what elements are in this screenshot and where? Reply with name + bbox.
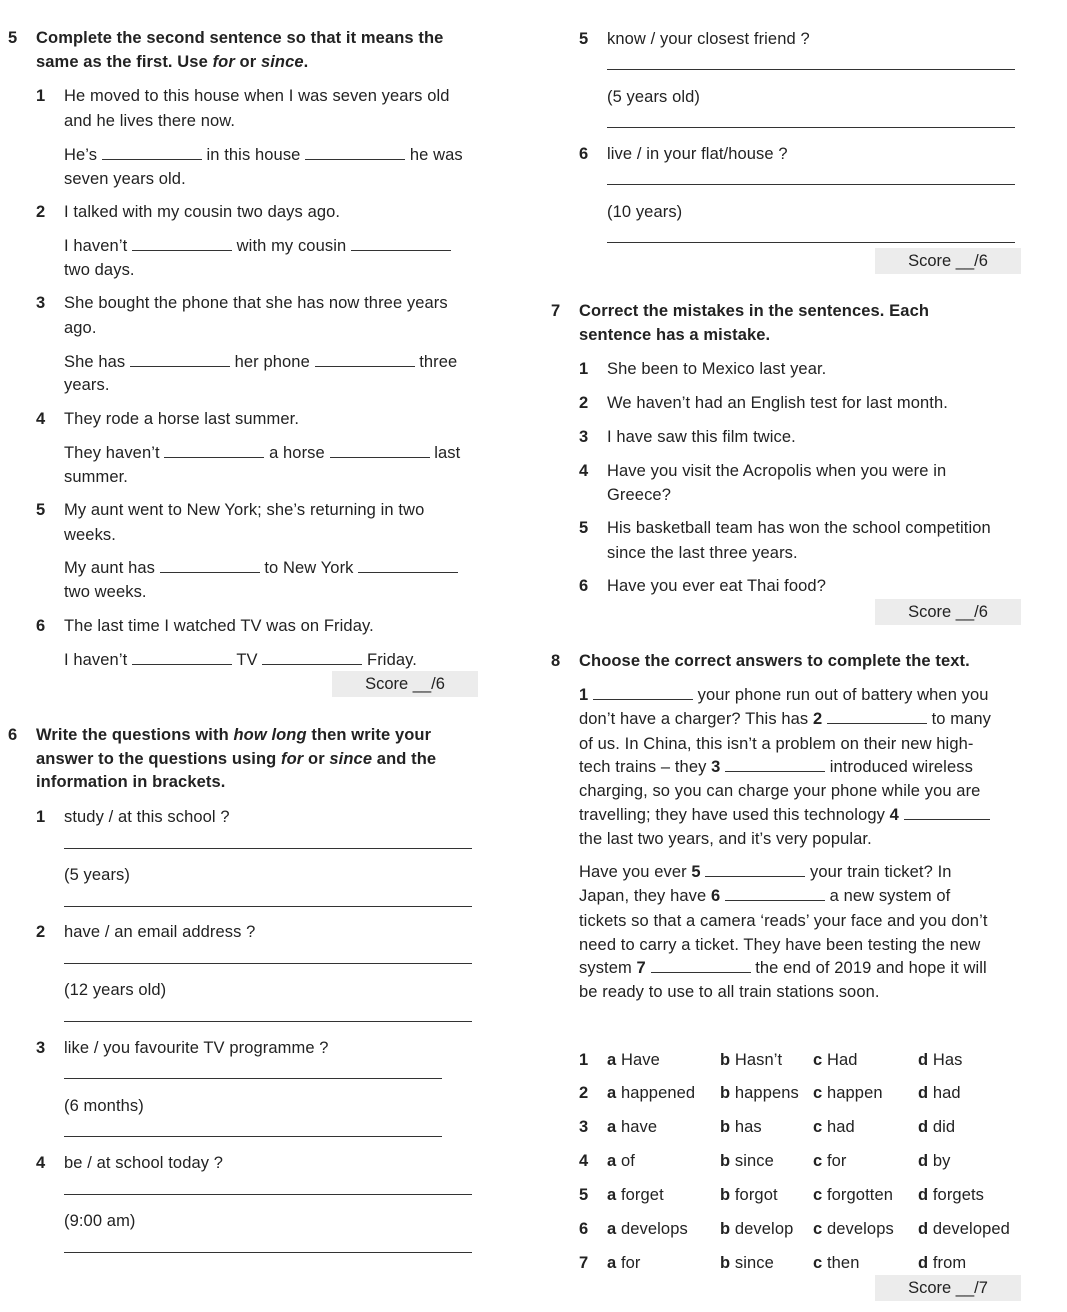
exercise-7-title: Correct the mistakes in the sentences. Each	[579, 302, 930, 320]
item-number: 4	[579, 462, 589, 480]
text-line: the last two years, and it’s very popular.	[579, 830, 872, 848]
answer-hint: (9:00 am)	[64, 1212, 136, 1230]
item-number: 4	[36, 1154, 46, 1172]
question-prompt: know / your closest friend ?	[607, 30, 810, 48]
question-prompt: have / an email address ?	[64, 923, 256, 941]
rewrite-line: years.	[64, 376, 110, 394]
text-line: don’t have a charger? This has 2 to many	[579, 710, 991, 728]
score-box: Score __/7	[875, 1275, 1021, 1301]
answer-line[interactable]	[607, 69, 1015, 70]
item-number: 2	[36, 923, 46, 941]
text-line: Have you ever 5 your train ticket? In	[579, 863, 952, 881]
answer-line[interactable]	[64, 1194, 472, 1195]
option-b[interactable]: b happens	[720, 1084, 799, 1102]
option-d[interactable]: d developed	[918, 1220, 1010, 1238]
item-number: 1	[579, 360, 589, 378]
answer-blank[interactable]	[130, 353, 230, 367]
answer-blank[interactable]	[358, 559, 458, 573]
answer-blank[interactable]	[330, 444, 430, 458]
item-number: 5	[579, 519, 589, 537]
question-prompt: study / at this school ?	[64, 808, 230, 826]
option-number: 6	[579, 1220, 589, 1238]
option-b[interactable]: b forgot	[720, 1186, 778, 1204]
option-d[interactable]: d had	[918, 1084, 961, 1102]
original-sentence: They rode a horse last summer.	[64, 410, 300, 428]
option-number: 3	[579, 1118, 589, 1136]
option-number: 5	[579, 1186, 589, 1204]
option-d[interactable]: d Has	[918, 1051, 963, 1069]
option-a[interactable]: a Have	[607, 1051, 660, 1069]
exercise-5-title: Complete the second sentence so that it means the	[36, 29, 444, 47]
exercise-8-title: Choose the correct answers to complete the text.	[579, 652, 970, 670]
rewrite-line: two weeks.	[64, 583, 147, 601]
option-a[interactable]: a of	[607, 1152, 635, 1170]
answer-line[interactable]	[64, 848, 472, 849]
exercise-5-number: 5	[8, 29, 18, 47]
option-c[interactable]: c Had	[813, 1051, 858, 1069]
option-d[interactable]: d did	[918, 1118, 956, 1136]
exercise-7-title-line2: sentence has a mistake.	[579, 326, 771, 344]
option-d[interactable]: d forgets	[918, 1186, 985, 1204]
answer-line[interactable]	[607, 184, 1015, 185]
text-line: of us. In China, this isn’t a problem on their new high-	[579, 735, 974, 753]
option-a[interactable]: a forget	[607, 1186, 664, 1204]
option-c[interactable]: c had	[813, 1118, 855, 1136]
option-a[interactable]: a for	[607, 1254, 641, 1272]
option-b[interactable]: b since	[720, 1254, 774, 1272]
item-number: 6	[579, 577, 589, 595]
option-d[interactable]: d by	[918, 1152, 951, 1170]
option-c[interactable]: c forgotten	[813, 1186, 893, 1204]
item-number: 4	[36, 410, 46, 428]
question-prompt: live / in your flat/house ?	[607, 145, 788, 163]
question-prompt: like / you favourite TV programme ?	[64, 1039, 329, 1057]
rewrite-line: I haven’t with my cousin	[64, 236, 451, 256]
answer-blank[interactable]	[904, 806, 990, 820]
incorrect-sentence: Greece?	[607, 486, 671, 504]
item-number: 5	[36, 501, 46, 519]
answer-blank[interactable]	[725, 758, 825, 772]
original-sentence: ago.	[64, 319, 97, 337]
text-line: be ready to use to all train stations soon.	[579, 983, 880, 1001]
rewrite-line: two days.	[64, 261, 135, 279]
rewrite-line: She has her phone three	[64, 353, 458, 371]
text-line: 1 your phone run out of battery when you	[579, 686, 989, 704]
incorrect-sentence: She been to Mexico last year.	[607, 360, 827, 378]
answer-blank[interactable]	[102, 146, 202, 160]
original-sentence: weeks.	[64, 526, 116, 544]
answer-hint: (6 months)	[64, 1097, 144, 1115]
option-b[interactable]: b Hasn’t	[720, 1051, 783, 1069]
answer-line[interactable]	[607, 242, 1015, 243]
option-d[interactable]: d from	[918, 1254, 967, 1272]
item-number: 3	[36, 294, 46, 312]
option-c[interactable]: c develops	[813, 1220, 894, 1238]
original-sentence: My aunt went to New York; she’s returning in two	[64, 501, 425, 519]
score-box: Score __/6	[875, 248, 1021, 274]
answer-blank[interactable]	[164, 444, 264, 458]
option-b[interactable]: b has	[720, 1118, 762, 1136]
answer-hint: (10 years)	[607, 203, 683, 221]
rewrite-line: I haven’t TV Friday.	[64, 651, 417, 669]
original-sentence: The last time I watched TV was on Friday.	[64, 617, 374, 635]
option-c[interactable]: c happen	[813, 1084, 883, 1102]
answer-blank[interactable]	[132, 651, 232, 665]
option-c[interactable]: c then	[813, 1254, 860, 1272]
rewrite-line: seven years old.	[64, 170, 186, 188]
answer-blank[interactable]	[351, 237, 451, 251]
option-a[interactable]: a have	[607, 1118, 658, 1136]
answer-line[interactable]	[607, 127, 1015, 128]
answer-hint: (12 years old)	[64, 981, 167, 999]
answer-blank[interactable]	[160, 559, 260, 573]
answer-line[interactable]	[64, 963, 472, 964]
answer-blank[interactable]	[725, 887, 825, 901]
answer-line[interactable]	[64, 1252, 472, 1253]
option-number: 4	[579, 1152, 589, 1170]
item-number: 3	[579, 428, 589, 446]
item-number: 1	[36, 808, 46, 826]
original-sentence: She bought the phone that she has now three years	[64, 294, 448, 312]
score-box: Score __/6	[875, 599, 1021, 625]
item-number: 6	[579, 145, 589, 163]
incorrect-sentence: since the last three years.	[607, 544, 798, 562]
answer-blank[interactable]	[132, 237, 232, 251]
rewrite-line: summer.	[64, 468, 128, 486]
answer-blank[interactable]	[651, 959, 751, 973]
item-number: 6	[36, 617, 46, 635]
answer-hint: (5 years old)	[607, 88, 701, 106]
item-number: 3	[36, 1039, 46, 1057]
incorrect-sentence: I have saw this film twice.	[607, 428, 796, 446]
option-b[interactable]: b since	[720, 1152, 774, 1170]
text-line: Japan, they have 6 a new system of	[579, 887, 951, 905]
item-number: 2	[579, 394, 589, 412]
answer-blank[interactable]	[315, 353, 415, 367]
text-line: tickets so that a camera ‘reads’ your face and you don’t	[579, 912, 988, 930]
item-number: 1	[36, 87, 46, 105]
answer-hint: (5 years)	[64, 866, 130, 884]
incorrect-sentence: His basketball team has won the school competition	[607, 519, 991, 537]
original-sentence: He moved to this house when I was seven years old	[64, 87, 450, 105]
option-number: 1	[579, 1051, 589, 1069]
text-line: tech trains – they 3 introduced wireless	[579, 758, 973, 776]
item-number: 5	[579, 30, 589, 48]
answer-blank[interactable]	[827, 710, 927, 724]
rewrite-line: He’s in this house he was	[64, 146, 463, 164]
answer-line[interactable]	[64, 1078, 442, 1079]
exercise-8-number: 8	[551, 652, 561, 670]
option-c[interactable]: c for	[813, 1152, 847, 1170]
text-line: charging, so you can charge your phone while you are	[579, 782, 981, 800]
incorrect-sentence: We haven’t had an English test for last month.	[607, 394, 948, 412]
original-sentence: I talked with my cousin two days ago.	[64, 203, 341, 221]
answer-blank[interactable]	[305, 146, 405, 160]
text-line: travelling; they have used this technology 4	[579, 805, 990, 825]
answer-line[interactable]	[64, 1021, 472, 1022]
exercise-6-title-line2: answer to the questions using for or since and the	[36, 750, 437, 768]
incorrect-sentence: Have you ever eat Thai food?	[607, 577, 826, 595]
option-number: 7	[579, 1254, 589, 1272]
answer-line[interactable]	[64, 1136, 442, 1137]
option-a[interactable]: a happened	[607, 1084, 696, 1102]
exercise-7-number: 7	[551, 302, 561, 320]
option-number: 2	[579, 1084, 589, 1102]
exercise-6-number: 6	[8, 726, 18, 744]
rewrite-line: They haven’t a horse last	[64, 444, 461, 462]
option-b[interactable]: b develop	[720, 1220, 794, 1238]
score-box: Score __/6	[332, 671, 478, 697]
option-a[interactable]: a develops	[607, 1220, 688, 1238]
item-number: 2	[36, 203, 46, 221]
exercise-6-title: Write the questions with how long then write your	[36, 726, 432, 744]
question-prompt: be / at school today ?	[64, 1154, 224, 1172]
exercise-6-title-line3: information in brackets.	[36, 773, 226, 791]
text-line: system 7 the end of 2019 and hope it will	[579, 959, 987, 977]
text-line: need to carry a ticket. They have been testing the new	[579, 936, 981, 954]
rewrite-line: My aunt has to New York	[64, 558, 458, 578]
answer-blank[interactable]	[593, 686, 693, 700]
original-sentence: and he lives there now.	[64, 112, 236, 130]
answer-blank[interactable]	[262, 651, 362, 665]
answer-blank[interactable]	[705, 863, 805, 877]
incorrect-sentence: Have you visit the Acropolis when you were in	[607, 462, 947, 480]
exercise-5-title-line2: same as the first. Use for or since.	[36, 53, 309, 71]
answer-line[interactable]	[64, 906, 472, 907]
